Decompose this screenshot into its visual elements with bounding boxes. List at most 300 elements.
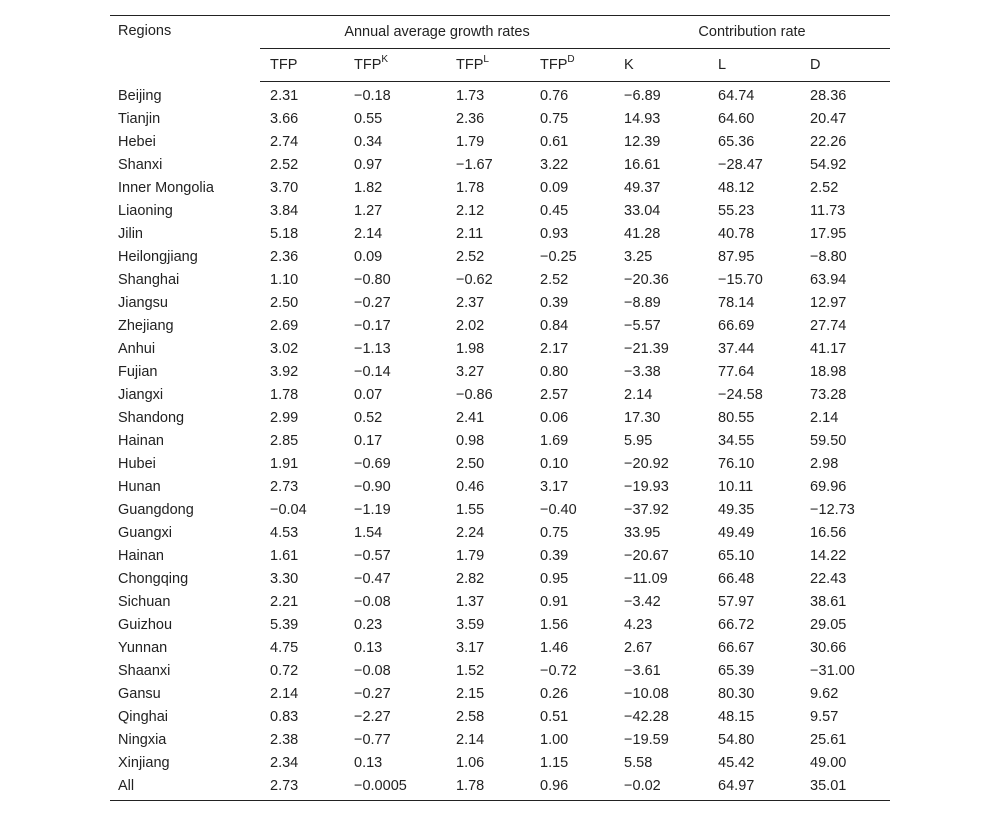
cell-tfp-l: 1.79 <box>456 134 485 150</box>
cell-tfp-d: 3.22 <box>540 157 569 173</box>
cell-tfp: 5.39 <box>270 617 299 633</box>
cell-d: −31.00 <box>810 663 855 679</box>
cell-d: 22.26 <box>810 134 847 150</box>
cell-tfp-k: 0.55 <box>354 111 383 127</box>
table-row <box>110 384 890 407</box>
cell-tfp-k: −0.17 <box>354 318 391 334</box>
cell-region: Inner Mongolia <box>118 180 214 196</box>
cell-tfp-l: 0.46 <box>456 479 485 495</box>
cell-tfp: 3.66 <box>270 111 299 127</box>
cell-tfp-l: 2.82 <box>456 571 485 587</box>
cell-tfp: 3.84 <box>270 203 299 219</box>
cell-tfp: 2.52 <box>270 157 299 173</box>
cell-d: 2.14 <box>810 410 839 426</box>
cell-k: 33.04 <box>624 203 661 219</box>
cell-l: 66.48 <box>718 571 755 587</box>
cell-region: Zhejiang <box>118 318 174 334</box>
cell-tfp-d: −0.25 <box>540 249 577 265</box>
cell-tfp-d: 1.00 <box>540 732 569 748</box>
cell-tfp: 2.34 <box>270 755 299 771</box>
cell-tfp: 2.74 <box>270 134 299 150</box>
header-regions: Regions <box>110 16 260 82</box>
cell-tfp-k: 0.34 <box>354 134 383 150</box>
table-row <box>110 430 890 453</box>
table-row <box>110 315 890 338</box>
cell-l: 49.35 <box>718 502 755 518</box>
cell-region: Shanxi <box>118 157 163 173</box>
cell-k: −3.61 <box>624 663 661 679</box>
cell-d: 38.61 <box>810 594 847 610</box>
cell-tfp: 3.02 <box>270 341 299 357</box>
cell-tfp-l: −0.62 <box>456 272 493 288</box>
cell-tfp-k: −0.47 <box>354 571 391 587</box>
cell-k: 16.61 <box>624 157 661 173</box>
cell-tfp-k: −0.80 <box>354 272 391 288</box>
cell-tfp: 2.69 <box>270 318 299 334</box>
cell-tfp-k: 1.82 <box>354 180 383 196</box>
cell-k: −3.38 <box>624 364 661 380</box>
table-row <box>110 545 890 568</box>
cell-region: Hainan <box>118 548 164 564</box>
cell-tfp-k: −0.14 <box>354 364 391 380</box>
cell-region: Heilongjiang <box>118 249 198 265</box>
table-row <box>110 729 890 752</box>
cell-tfp-d: 0.76 <box>540 88 569 104</box>
cell-tfp-k: −0.57 <box>354 548 391 564</box>
cell-tfp-k: 0.97 <box>354 157 383 173</box>
cell-tfp-d: 2.52 <box>540 272 569 288</box>
cell-region: Hebei <box>118 134 156 150</box>
cell-l: 78.14 <box>718 295 755 311</box>
cell-tfp: 1.61 <box>270 548 299 564</box>
cell-tfp-l: 2.58 <box>456 709 485 725</box>
cell-tfp-k: 0.13 <box>354 755 383 771</box>
cell-tfp-k: 1.27 <box>354 203 383 219</box>
cell-tfp-d: 0.95 <box>540 571 569 587</box>
table-row <box>110 752 890 775</box>
cell-tfp-d: 0.45 <box>540 203 569 219</box>
cell-tfp-d: 0.75 <box>540 111 569 127</box>
cell-d: 28.36 <box>810 88 847 104</box>
cell-d: 2.98 <box>810 456 839 472</box>
cell-l: 65.10 <box>718 548 755 564</box>
header-growth-rates: Annual average growth rates <box>260 16 614 49</box>
cell-k: −20.92 <box>624 456 669 472</box>
cell-k: 33.95 <box>624 525 661 541</box>
cell-tfp: 1.78 <box>270 387 299 403</box>
cell-tfp: 2.73 <box>270 479 299 495</box>
cell-tfp: 2.38 <box>270 732 299 748</box>
cell-tfp: 0.72 <box>270 663 299 679</box>
cell-tfp-k: 0.23 <box>354 617 383 633</box>
cell-tfp: 2.36 <box>270 249 299 265</box>
cell-region: Sichuan <box>118 594 171 610</box>
cell-region: Xinjiang <box>118 755 170 771</box>
cell-tfp: 2.14 <box>270 686 299 702</box>
cell-tfp-l: 2.11 <box>456 226 484 242</box>
table-row <box>110 476 890 499</box>
cell-d: 11.73 <box>810 203 846 219</box>
cell-d: 22.43 <box>810 571 847 587</box>
cell-d: 9.57 <box>810 709 839 725</box>
table-row <box>110 407 890 430</box>
cell-l: 87.95 <box>718 249 755 265</box>
cell-tfp-l: 2.14 <box>456 732 485 748</box>
table-row <box>110 591 890 614</box>
table-row <box>110 82 890 109</box>
table-row <box>110 177 890 200</box>
cell-tfp-d: 3.17 <box>540 479 569 495</box>
cell-region: Jiangsu <box>118 295 168 311</box>
cell-region: Hainan <box>118 433 164 449</box>
cell-tfp-d: 1.46 <box>540 640 569 656</box>
cell-tfp-l: 1.98 <box>456 341 485 357</box>
cell-k: −19.93 <box>624 479 669 495</box>
table-row <box>110 338 890 361</box>
cell-tfp-l: 2.37 <box>456 295 485 311</box>
cell-l: 49.49 <box>718 525 755 541</box>
table-row <box>110 614 890 637</box>
cell-tfp-l: 2.02 <box>456 318 485 334</box>
cell-d: 30.66 <box>810 640 847 656</box>
cell-tfp-k: 0.13 <box>354 640 383 656</box>
cell-d: 2.52 <box>810 180 839 196</box>
cell-tfp-k: −0.69 <box>354 456 391 472</box>
cell-region: Jilin <box>118 226 143 242</box>
cell-tfp-k: −0.77 <box>354 732 391 748</box>
cell-tfp-l: 2.12 <box>456 203 485 219</box>
cell-tfp-k: −0.18 <box>354 88 391 104</box>
cell-tfp-l: 1.79 <box>456 548 485 564</box>
cell-tfp-d: 0.39 <box>540 548 569 564</box>
cell-d: 20.47 <box>810 111 847 127</box>
cell-tfp-d: −0.40 <box>540 502 577 518</box>
cell-tfp-d: 2.57 <box>540 387 569 403</box>
cell-tfp-k: −0.0005 <box>344 775 446 801</box>
cell-l: 34.55 <box>718 433 755 449</box>
cell-tfp-k: −0.27 <box>354 686 391 702</box>
cell-tfp: 2.99 <box>270 410 299 426</box>
cell-tfp-k: −1.13 <box>354 341 391 357</box>
table-row <box>110 269 890 292</box>
cell-d: 63.94 <box>810 272 847 288</box>
cell-tfp-l: 2.52 <box>456 249 485 265</box>
cell-region: Liaoning <box>118 203 173 219</box>
cell-k: 2.14 <box>624 387 653 403</box>
cell-k: −37.92 <box>624 502 669 518</box>
cell-tfp-d: 0.91 <box>540 594 569 610</box>
cell-d: −8.80 <box>810 249 847 265</box>
cell-d: −12.73 <box>810 502 855 518</box>
cell-tfp-k: −0.08 <box>354 594 391 610</box>
header-tfp-d <box>530 49 614 82</box>
table-row <box>110 246 890 269</box>
cell-k: 12.39 <box>624 134 661 150</box>
cell-d: 12.97 <box>810 295 847 311</box>
cell-k: 49.37 <box>624 180 661 196</box>
cell-d: 69.96 <box>810 479 847 495</box>
cell-k: −19.59 <box>624 732 669 748</box>
cell-tfp-l: −0.86 <box>456 387 493 403</box>
cell-tfp: 1.10 <box>270 272 299 288</box>
cell-k: 4.23 <box>624 617 653 633</box>
table-row <box>110 775 890 801</box>
cell-l: 80.30 <box>718 686 755 702</box>
cell-region: Beijing <box>118 87 162 104</box>
table-row <box>110 223 890 246</box>
cell-tfp: 3.30 <box>270 571 299 587</box>
table-row <box>110 131 890 154</box>
cell-region: Fujian <box>118 364 158 380</box>
cell-tfp-d: 0.93 <box>540 226 569 242</box>
cell-l: 80.55 <box>718 410 755 426</box>
cell-tfp-l: 1.55 <box>456 502 485 518</box>
cell-tfp: 3.70 <box>270 180 299 196</box>
cell-tfp-d: 0.80 <box>540 364 569 380</box>
cell-d: 14.22 <box>810 548 847 564</box>
cell-k: 41.28 <box>624 226 661 242</box>
cell-d: 59.50 <box>810 433 847 449</box>
table-row <box>110 683 890 706</box>
table-row <box>110 200 890 223</box>
cell-l: 54.80 <box>718 732 755 748</box>
cell-region: Tianjin <box>118 111 161 127</box>
table-row <box>110 522 890 545</box>
cell-tfp: 0.83 <box>270 709 299 725</box>
table-row <box>110 637 890 660</box>
cell-tfp-l: 3.59 <box>456 617 485 633</box>
table-row <box>110 453 890 476</box>
cell-k: −8.89 <box>624 295 661 311</box>
cell-tfp-d: 0.26 <box>540 686 569 702</box>
cell-region: Shandong <box>118 410 185 426</box>
cell-tfp-d: 0.09 <box>540 180 569 196</box>
cell-tfp-l: 2.36 <box>456 111 485 127</box>
cell-d: 41.17 <box>810 341 847 357</box>
cell-k: 14.93 <box>624 111 661 127</box>
cell-l: 76.10 <box>718 456 755 472</box>
cell-region: Chongqing <box>118 571 189 587</box>
cell-tfp-l: 1.37 <box>456 594 485 610</box>
cell-region: Guangdong <box>118 502 194 518</box>
cell-tfp-l: −1.67 <box>456 157 493 173</box>
table-header <box>110 16 890 82</box>
cell-l: 77.64 <box>718 364 755 380</box>
table-row <box>110 660 890 683</box>
cell-tfp-d: 1.56 <box>540 617 569 633</box>
header-tfp-label: TFP <box>270 57 298 73</box>
cell-region: Jiangxi <box>118 387 164 403</box>
cell-tfp-d: 0.75 <box>540 525 569 541</box>
cell-k: −21.39 <box>624 341 669 357</box>
cell-tfp-l: 1.52 <box>456 663 485 679</box>
cell-l: −15.70 <box>718 272 763 288</box>
header-contribution-rate: Contribution rate <box>614 16 890 49</box>
cell-tfp-k: 0.07 <box>354 387 383 403</box>
cell-tfp-d: −0.72 <box>540 663 577 679</box>
cell-tfp-k: −0.90 <box>354 479 391 495</box>
cell-region: Yunnan <box>118 640 168 656</box>
cell-l: 10.11 <box>718 479 754 495</box>
cell-tfp-k: 0.09 <box>354 249 383 265</box>
cell-k: −3.42 <box>624 594 661 610</box>
cell-l: 65.36 <box>718 134 755 150</box>
cell-d: 16.56 <box>810 525 847 541</box>
cell-k: 5.58 <box>624 755 653 771</box>
cell-region: Gansu <box>118 686 161 702</box>
cell-d: 29.05 <box>810 617 847 633</box>
cell-region: Hubei <box>118 456 156 472</box>
cell-k: −20.67 <box>624 548 669 564</box>
cell-tfp-d: 0.96 <box>530 775 614 801</box>
cell-l: −28.47 <box>718 157 763 173</box>
cell-region: Hunan <box>118 479 161 495</box>
cell-tfp-l: 0.98 <box>456 433 485 449</box>
table-row <box>110 361 890 384</box>
cell-d: 25.61 <box>810 732 847 748</box>
cell-region: Qinghai <box>118 709 168 725</box>
cell-l: 66.72 <box>718 617 755 633</box>
table-row <box>110 499 890 522</box>
header-tfp-l-sup: L <box>483 54 489 65</box>
table-row <box>110 108 890 131</box>
cell-l: 65.39 <box>718 663 755 679</box>
header-tfp-k <box>344 49 446 82</box>
cell-region: Guangxi <box>118 525 173 541</box>
cell-tfp: 1.91 <box>270 456 299 472</box>
cell-tfp: 3.92 <box>270 364 299 380</box>
cell-l: 48.12 <box>718 180 755 196</box>
header-tfp-k-sup: K <box>381 54 389 65</box>
cell-d: 35.01 <box>800 775 890 801</box>
cell-tfp: 2.85 <box>270 433 299 449</box>
cell-tfp-l: 1.78 <box>456 180 485 196</box>
cell-k: −5.57 <box>624 318 661 334</box>
table-row <box>110 292 890 315</box>
cell-l: 37.44 <box>718 341 755 357</box>
cell-l: 66.69 <box>718 318 755 334</box>
cell-l: 64.97 <box>708 775 800 801</box>
cell-tfp: −0.04 <box>270 502 307 518</box>
cell-d: 9.62 <box>810 686 839 702</box>
growth-contribution-table <box>110 15 890 801</box>
cell-tfp-l: 2.24 <box>456 525 485 541</box>
cell-l: 48.15 <box>718 709 755 725</box>
cell-d: 17.95 <box>810 226 847 242</box>
cell-tfp-k: −2.27 <box>354 709 391 725</box>
cell-region: Ningxia <box>118 732 167 748</box>
cell-k: −42.28 <box>624 709 669 725</box>
header-tfp-k-base: TFP <box>354 57 382 73</box>
cell-l: 64.74 <box>718 88 755 104</box>
cell-l: 57.97 <box>718 594 755 610</box>
cell-tfp-l: 3.17 <box>456 640 485 656</box>
cell-tfp: 2.73 <box>260 775 344 801</box>
cell-l: 45.42 <box>718 755 755 771</box>
cell-k: 2.67 <box>624 640 653 656</box>
header-tfp-d-sup: D <box>567 54 575 65</box>
header-tfp <box>260 49 344 82</box>
cell-tfp: 5.18 <box>270 226 299 242</box>
cell-tfp: 2.50 <box>270 295 299 311</box>
cell-k: −0.02 <box>614 775 708 801</box>
cell-tfp-l: 2.41 <box>456 410 485 426</box>
cell-k: 5.95 <box>624 433 653 449</box>
cell-l: 64.60 <box>718 111 755 127</box>
cell-d: 49.00 <box>810 755 847 771</box>
cell-tfp-l: 1.78 <box>446 775 530 801</box>
header-d: D <box>800 49 890 82</box>
table-row <box>110 154 890 177</box>
cell-tfp-d: 0.84 <box>540 318 569 334</box>
cell-k: −20.36 <box>624 272 669 288</box>
cell-tfp-k: 1.54 <box>354 525 383 541</box>
cell-tfp-d: 1.15 <box>540 755 569 771</box>
cell-tfp: 2.21 <box>270 594 299 610</box>
cell-tfp-d: 0.06 <box>540 410 569 426</box>
cell-tfp: 4.75 <box>270 640 299 656</box>
cell-k: −10.08 <box>624 686 669 702</box>
header-tfp-d-base: TFP <box>540 57 568 73</box>
cell-tfp-l: 1.73 <box>456 88 485 104</box>
cell-k: 3.25 <box>624 249 653 265</box>
cell-tfp-k: 0.17 <box>354 433 383 449</box>
cell-l: −24.58 <box>718 387 763 403</box>
cell-k: 17.30 <box>624 410 661 426</box>
data-table-container <box>110 15 890 801</box>
cell-k: −6.89 <box>624 88 661 104</box>
cell-region: Anhui <box>118 341 156 357</box>
cell-tfp-d: 0.51 <box>540 709 569 725</box>
table-row <box>110 706 890 729</box>
cell-tfp-k: −0.08 <box>354 663 391 679</box>
header-k: K <box>614 49 708 82</box>
cell-tfp-d: 2.17 <box>540 341 569 357</box>
cell-tfp-d: 0.10 <box>540 456 569 472</box>
cell-tfp-k: −1.19 <box>354 502 391 518</box>
cell-l: 66.67 <box>718 640 755 656</box>
cell-region: Guizhou <box>118 617 173 633</box>
cell-l: 55.23 <box>718 203 755 219</box>
cell-k: −11.09 <box>624 571 668 587</box>
header-tfp-l-base: TFP <box>456 57 484 73</box>
cell-tfp-d: 0.39 <box>540 295 569 311</box>
cell-tfp-d: 0.61 <box>540 134 569 150</box>
header-l: L <box>708 49 800 82</box>
cell-region: Shaanxi <box>118 663 171 679</box>
cell-l: 40.78 <box>718 226 755 242</box>
cell-tfp-k: 0.52 <box>354 410 383 426</box>
cell-d: 18.98 <box>810 364 847 380</box>
cell-region: All <box>110 775 260 801</box>
table-body <box>110 82 890 801</box>
cell-region: Shanghai <box>118 272 180 288</box>
cell-tfp-l: 2.15 <box>456 686 485 702</box>
cell-tfp-d: 1.69 <box>540 433 569 449</box>
cell-tfp-l: 2.50 <box>456 456 485 472</box>
cell-tfp: 4.53 <box>270 525 299 541</box>
cell-tfp-l: 3.27 <box>456 364 485 380</box>
cell-tfp-l: 1.06 <box>456 755 485 771</box>
header-row-groups <box>110 16 890 49</box>
cell-d: 73.28 <box>810 387 847 403</box>
header-tfp-l <box>446 49 530 82</box>
cell-d: 27.74 <box>810 318 847 334</box>
cell-tfp: 2.31 <box>270 88 299 104</box>
cell-tfp-k: 2.14 <box>354 226 383 242</box>
cell-tfp-k: −0.27 <box>354 295 391 311</box>
cell-d: 54.92 <box>810 157 847 173</box>
